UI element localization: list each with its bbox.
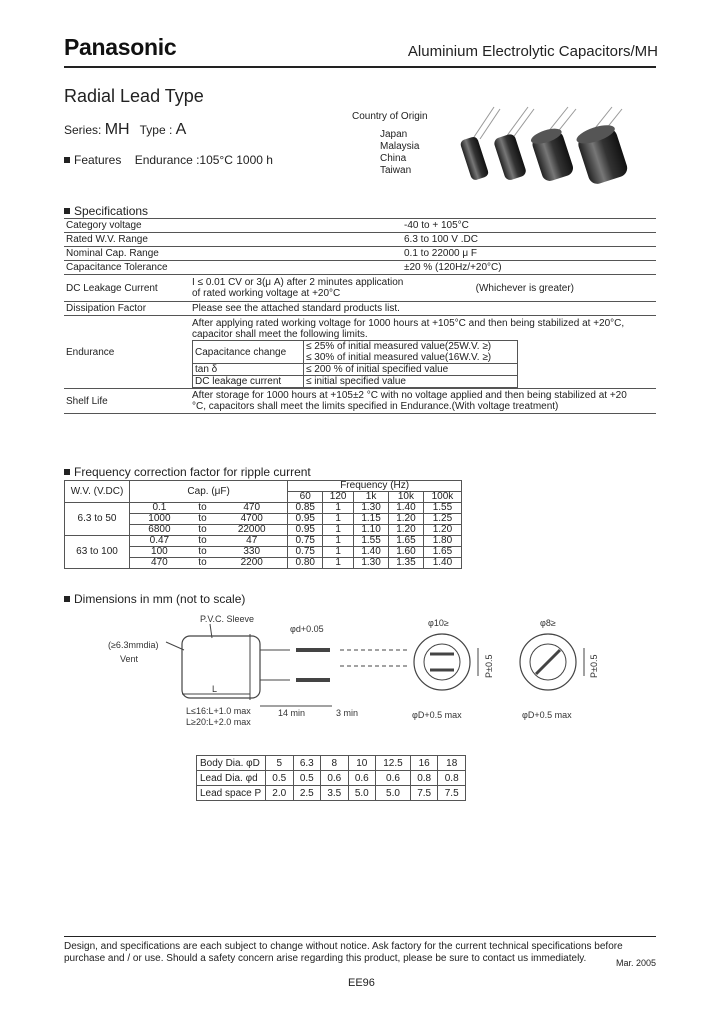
lead-min-label: 14 min: [278, 708, 306, 718]
col-header: Cap. (μF): [130, 481, 288, 503]
factor-cell: 1.30: [354, 558, 389, 569]
dim-label: Body Dia. φD: [197, 756, 266, 771]
table-row: [64, 389, 656, 414]
dimension-table: [196, 755, 466, 801]
origin-country: China: [380, 153, 407, 164]
bullet-square-icon: [64, 208, 70, 214]
footer-date: Mar. 2005: [615, 958, 656, 968]
col-header: Frequency (Hz): [288, 481, 462, 492]
dc-leakage-note: (Whichever is greater): [475, 282, 574, 294]
dim-value: 0.8: [438, 771, 466, 786]
factor-cell: 1: [323, 558, 354, 569]
header-rule: [64, 66, 656, 68]
spec-value: 0.1 to 22000 μ F: [190, 247, 656, 261]
criteria-line: ≤ 25% of initial measured value(25W.V. ≥): [306, 341, 492, 352]
endurance-criteria: [304, 341, 518, 364]
dim-label: Lead Dia. φd: [197, 771, 266, 786]
factor-cell: 1.30: [354, 503, 389, 514]
origin-list: [380, 129, 419, 177]
factor-cell: 0.75: [288, 547, 323, 558]
dia-tol-label: φD+0.5 max: [412, 710, 462, 720]
factor-cell: 1.40: [389, 503, 424, 514]
factor-cell: 0.95: [288, 525, 323, 536]
cap-cell: 6800: [130, 525, 189, 536]
table-row: [197, 771, 466, 786]
origin-title: Country of Origin: [352, 111, 428, 122]
spec-label: Endurance: [64, 316, 190, 389]
spec-table: [64, 218, 656, 414]
dim-value: 0.8: [410, 771, 438, 786]
origin-country: Japan: [380, 129, 408, 140]
freq-header: 10k: [389, 492, 424, 503]
cap-cell: 330: [216, 547, 288, 558]
dia10-label: φ10≥: [428, 618, 449, 628]
spec-label: Rated W.V. Range: [64, 233, 190, 247]
factor-cell: 1.40: [354, 547, 389, 558]
factor-cell: 1: [323, 525, 354, 536]
spec-value: Please see the attached standard products list.: [190, 302, 656, 316]
cap-cell: 22000: [216, 525, 288, 536]
table-row: [193, 364, 518, 376]
spec-value: ±20 % (120Hz/+20°C): [190, 261, 656, 275]
features-text: Endurance :105°C 1000 h: [134, 153, 273, 167]
dimensions-heading: [64, 592, 245, 606]
cap-cell: to: [189, 514, 216, 525]
pitch-label: P±0.5: [589, 654, 599, 678]
table-row: [65, 536, 462, 547]
table-row: [197, 786, 466, 801]
factor-cell: 1.55: [423, 503, 461, 514]
dim-value: 3.5: [321, 786, 349, 801]
cap-cell: 2200: [216, 558, 288, 569]
spec-heading-text: Specifications: [74, 204, 149, 218]
footer-rule: [64, 936, 656, 937]
shelf-life-text: After storage for 1000 hours at +105±2 °C with no voltage applied and then being stabilized at +20 °C, capacitors shall meet the limits specified in Endurance.(With voltage treatment): [192, 390, 627, 412]
frequency-heading: [64, 465, 311, 479]
endurance-item: Capacitance change: [193, 341, 304, 364]
lead-end-bottom: [296, 678, 330, 682]
spec-value: [190, 275, 656, 302]
wv-cell: 63 to 100: [65, 536, 130, 569]
spec-label: Shelf Life: [64, 389, 190, 414]
cap-cell: 470: [130, 558, 189, 569]
lead-dia-label: φd+0.05: [290, 624, 324, 634]
factor-cell: 1.60: [389, 547, 424, 558]
dim-value: 8: [321, 756, 349, 771]
factor-cell: 1.40: [423, 558, 461, 569]
type-label: Type :: [139, 123, 173, 137]
dim-value: 0.5: [293, 771, 321, 786]
frequency-heading-text: Frequency correction factor for ripple current: [74, 465, 311, 479]
factor-cell: 1.20: [423, 525, 461, 536]
factor-cell: 1.25: [423, 514, 461, 525]
factor-cell: 0.80: [288, 558, 323, 569]
table-row: [65, 481, 462, 492]
features-line: [64, 153, 273, 167]
spec-heading: [64, 204, 148, 218]
dia8-label: φ8≥: [540, 618, 556, 628]
origin-country: Malaysia: [380, 141, 420, 152]
endurance-table: [192, 340, 518, 388]
criteria-line: ≤ 30% of initial measured value(16W.V. ≥): [306, 352, 492, 363]
factor-cell: 1.35: [389, 558, 424, 569]
factor-cell: 0.85: [288, 503, 323, 514]
cap-cell: 47: [216, 536, 288, 547]
cap-cell: 100: [130, 547, 189, 558]
dimension-drawing: [100, 610, 600, 750]
bullet-square-icon: [64, 469, 70, 475]
cap-cell: to: [189, 503, 216, 514]
factor-cell: 1.20: [389, 514, 424, 525]
dc-leakage-line2: of rated working voltage at +20°C: [192, 288, 341, 299]
table-row: [64, 275, 656, 302]
cap-cell: 4700: [216, 514, 288, 525]
table-row: [64, 302, 656, 316]
capacitor-body-outline: [182, 636, 260, 698]
spec-label: Capacitance Tolerance: [64, 261, 190, 275]
dim-value: 0.6: [348, 771, 376, 786]
bullet-square-icon: [64, 596, 70, 602]
series-value: MH: [104, 121, 130, 138]
table-row: [193, 376, 518, 388]
spec-label: DC Leakage Current: [64, 275, 190, 302]
vent-mark: [536, 650, 560, 674]
factor-cell: 0.95: [288, 514, 323, 525]
length-label: L: [212, 684, 218, 694]
factor-cell: 1.15: [354, 514, 389, 525]
factor-cell: 1: [323, 514, 354, 525]
spec-label: Nominal Cap. Range: [64, 247, 190, 261]
dim-value: 12.5: [376, 756, 411, 771]
cap-cell: to: [189, 525, 216, 536]
spec-value: [190, 316, 656, 389]
dim-value: 2.0: [266, 786, 294, 801]
factor-cell: 1.65: [423, 547, 461, 558]
dc-leakage-line1: I ≤ 0.01 CV or 3(μ A) after 2 minutes application: [192, 277, 404, 288]
spec-label: Category voltage: [64, 219, 190, 233]
end-view-large: [414, 634, 470, 690]
length-rule-20: L≥20:L+2.0 max: [186, 717, 251, 727]
dim-value: 18: [438, 756, 466, 771]
endurance-item: tan δ: [193, 364, 304, 376]
cap-cell: 0.1: [130, 503, 189, 514]
cap-cell: to: [189, 547, 216, 558]
freq-header: 100k: [423, 492, 461, 503]
end-view-inner: [424, 644, 460, 680]
dim-value: 7.5: [410, 786, 438, 801]
capacitor-photo: [456, 105, 656, 195]
features-label: Features: [74, 153, 122, 167]
dim-value: 0.5: [266, 771, 294, 786]
endurance-criteria: ≤ initial specified value: [304, 376, 518, 388]
factor-cell: 1: [323, 536, 354, 547]
wv-cell: 6.3 to 50: [65, 503, 130, 536]
table-row: [197, 756, 466, 771]
table-row: [64, 219, 656, 233]
frequency-table: [64, 480, 462, 569]
factor-cell: 1.80: [423, 536, 461, 547]
table-row: [65, 503, 462, 514]
dim-value: 7.5: [438, 786, 466, 801]
origin-country: Taiwan: [380, 165, 412, 176]
dim-value: 0.6: [376, 771, 411, 786]
cap-cell: to: [189, 558, 216, 569]
series-line: [64, 121, 186, 139]
vent-leader: [166, 642, 184, 650]
pitch-label: P±0.5: [484, 654, 494, 678]
endurance-criteria: ≤ 200 % of initial specified value: [304, 364, 518, 376]
spec-label: Dissipation Factor: [64, 302, 190, 316]
table-row: [64, 316, 656, 389]
sleeve-label: P.V.C. Sleeve: [200, 614, 255, 624]
dim-value: 5.0: [376, 786, 411, 801]
cap-cell: 0.47: [130, 536, 189, 547]
type-value: A: [175, 121, 187, 138]
vent-label: Vent: [120, 654, 139, 664]
table-row: [64, 261, 656, 275]
brand-logo: Panasonic: [64, 34, 177, 60]
dim-value: 5: [266, 756, 294, 771]
document-category: Aluminium Electrolytic Capacitors/MH: [407, 43, 658, 60]
factor-cell: 1.20: [389, 525, 424, 536]
page-title: Radial Lead Type: [64, 86, 204, 106]
bullet-square-icon: [64, 157, 70, 163]
freq-header: 120: [323, 492, 354, 503]
dim-value: 6.3: [293, 756, 321, 771]
freq-header: 60: [288, 492, 323, 503]
dim-value: 2.5: [293, 786, 321, 801]
dimensions-heading-text: Dimensions in mm (not to scale): [74, 592, 246, 606]
dim-value: 5.0: [348, 786, 376, 801]
spec-value: [190, 389, 656, 414]
footer-disclaimer: Design, and specifications are each subject to change without notice. Ask factory for the current technical specifications before purchase and / or use. Should a safety concern arise regarding this product, please be sure to contact us immediately.: [64, 941, 623, 964]
vent-spec-label: (≥6.3mmdia): [108, 640, 159, 650]
endurance-item: DC leakage current: [193, 376, 304, 388]
page-number: EE96: [348, 977, 375, 989]
spec-value: -40 to + 105°C: [190, 219, 656, 233]
endurance-intro: After applying rated working voltage for 1000 hours at +105°C and then being stabilized at +20°C, capacitor shall meet the following limits.: [192, 318, 625, 340]
dia-tol-label: φD+0.5 max: [522, 710, 572, 720]
col-header: W.V. (V.DC): [65, 481, 130, 503]
factor-cell: 1: [323, 503, 354, 514]
cap-cell: 470: [216, 503, 288, 514]
factor-cell: 1.10: [354, 525, 389, 536]
factor-cell: 1.55: [354, 536, 389, 547]
dim-value: 0.6: [321, 771, 349, 786]
dim-value: 16: [410, 756, 438, 771]
factor-cell: 1.65: [389, 536, 424, 547]
dim-value: 10: [348, 756, 376, 771]
dim-label: Lead space P: [197, 786, 266, 801]
cap-cell: 1000: [130, 514, 189, 525]
length-rule-16: L≤16:L+1.0 max: [186, 706, 251, 716]
lead-3-label: 3 min: [336, 708, 359, 718]
series-label: Series:: [64, 123, 102, 137]
freq-header: 1k: [354, 492, 389, 503]
table-row: [193, 341, 518, 364]
table-row: [64, 233, 656, 247]
factor-cell: 0.75: [288, 536, 323, 547]
table-row: [64, 247, 656, 261]
cap-cell: to: [189, 536, 216, 547]
spec-value: 6.3 to 100 V .DC: [190, 233, 656, 247]
lead-end-top: [296, 648, 330, 652]
factor-cell: 1: [323, 547, 354, 558]
